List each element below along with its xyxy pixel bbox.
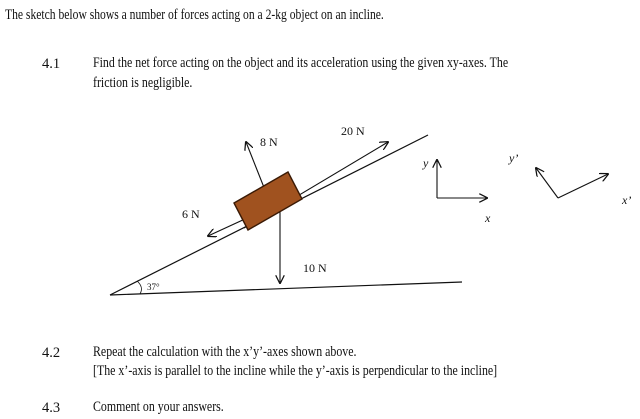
intro-text: The sketch below shows a number of forces acting on a 2-kg object on an incline. [5,7,384,23]
question-4-1-line-1: Find the net force acting on the object and its acceleration using the given xy-axes. The [93,55,509,71]
y-prime-axis-arrow [536,168,558,198]
y-axis-label: y [423,156,429,170]
x-prime-axis-arrow [558,174,608,198]
question-4-3-line-1: Comment on your answers. [93,399,224,415]
x-axis-label: x [485,211,491,225]
x-prime-axis-label: x’ [622,193,632,207]
normal-force-label: 8 N [260,135,278,149]
block [234,172,302,230]
question-4-2-line-2: [The x’-axis is parallel to the incline while the y’-axis is perpendicular to the incline] [93,363,498,379]
question-4-1-line-2: friction is negligible. [93,75,193,91]
ground-line [110,282,462,295]
friction-force-label: 6 N [182,207,200,221]
y-prime-axis-label: y’ [509,151,519,165]
question-number-4-1: 4.1 [42,56,61,72]
angle-arc [137,281,141,294]
question-4-2-line-1: Repeat the calculation with the x’y’-axes shown above. [93,344,357,360]
weight-force-label: 10 N [303,261,327,275]
question-number-4-3: 4.3 [42,400,61,416]
question-number-4-2: 4.2 [42,345,61,361]
angle-label: 37° [147,282,160,292]
normal-force-arrow [246,142,265,190]
applied-force-label: 20 N [341,124,365,138]
